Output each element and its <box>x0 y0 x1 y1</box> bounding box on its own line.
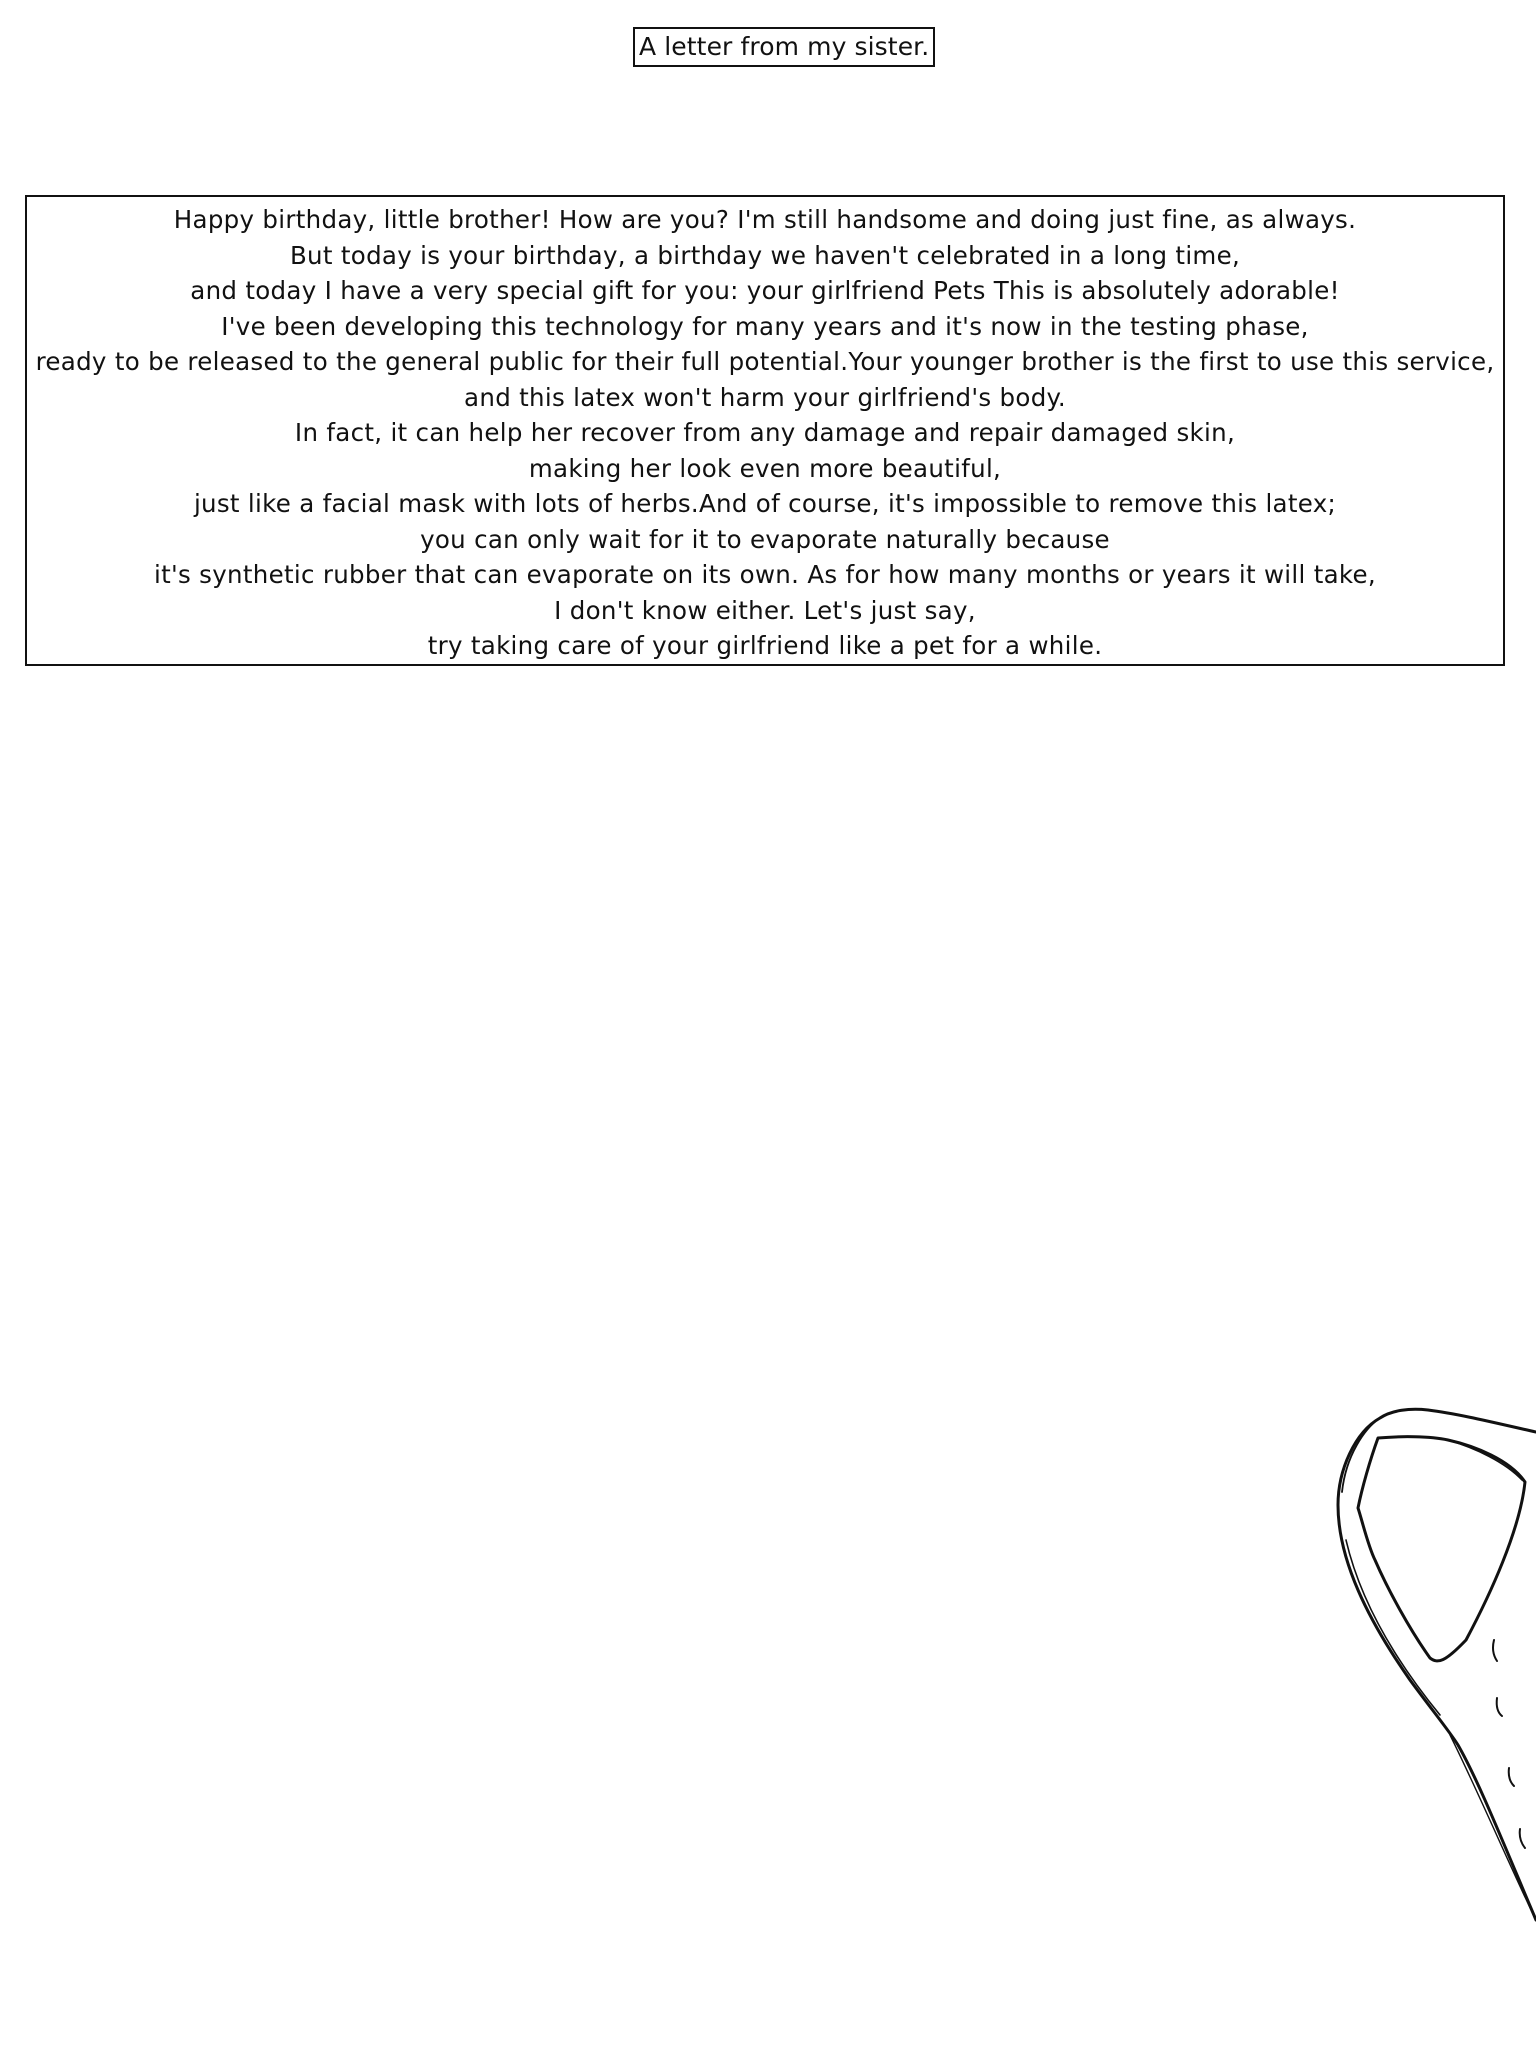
letter-line: I've been developing this technology for many years and it's now in the testing phase, <box>221 311 1309 341</box>
cat-ear-sketch-icon <box>1300 1380 1536 2048</box>
letter-line: just like a facial mask with lots of herbs.And of course, it's impossible to remove this latex; <box>193 489 1337 518</box>
letter-line: But today is your birthday, a birthday we haven't celebrated in a long time, <box>289 240 1241 270</box>
letter-line: ready to be released to the general public for their full potential.Your younger brother is the first to use this service, <box>35 347 1495 376</box>
letter-line: you can only wait for it to evaporate naturally because <box>420 524 1110 554</box>
letter-line: Happy birthday, little brother! How are you? I'm still handsome and doing just fine, as always. <box>173 205 1357 234</box>
letter-line: and today I have a very special gift for you: your girlfriend Pets This is absolutely adorable! <box>190 276 1340 305</box>
letter-line: it's synthetic rubber that can evaporate on its own. As for how many months or years it will take, <box>153 560 1377 589</box>
letter-body <box>25 195 1505 666</box>
letter-line: and this latex won't harm your girlfriend's body. <box>464 382 1066 412</box>
letter-line: I don't know either. Let's just say, <box>554 595 976 625</box>
letter-line: In fact, it can help her recover from any damage and repair damaged skin, <box>294 418 1236 447</box>
letter-title: A letter from my sister. <box>633 27 935 67</box>
letter-line: making her look even more beautiful, <box>528 453 1002 483</box>
letter-line: try taking care of your girlfriend like a pet for a while. <box>427 631 1103 660</box>
